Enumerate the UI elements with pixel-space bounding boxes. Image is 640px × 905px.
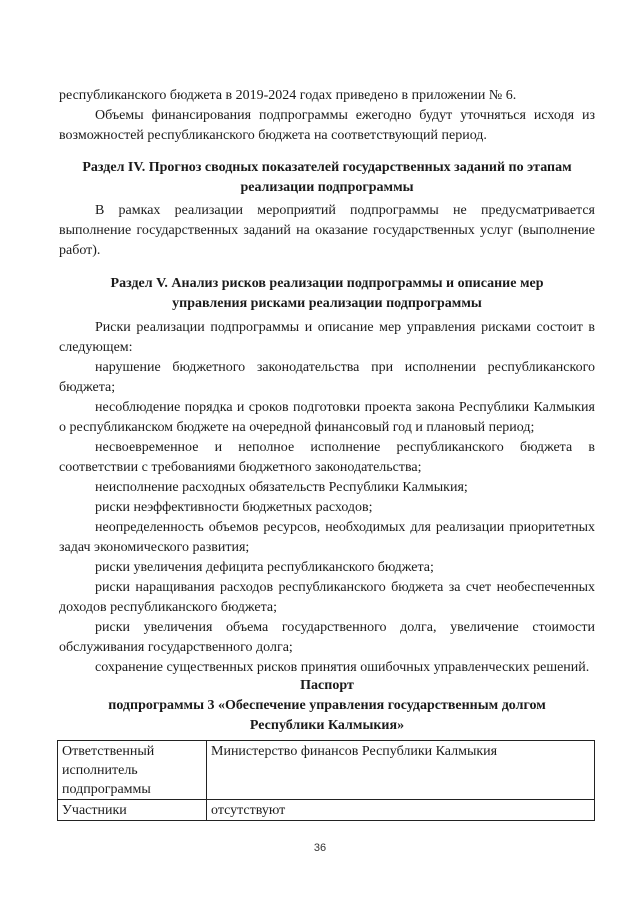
risk-paragraph: несвоевременное и неполное исполнение республиканского бюджета в соответствии с требованиями бюджетного законодательства; xyxy=(59,440,595,475)
section-5-heading-line-2: управления рисками реализации подпрограммы xyxy=(172,296,482,311)
section-5-heading xyxy=(59,274,595,314)
risk-paragraph: риски наращивания расходов республиканского бюджета за счет необеспеченных доходов республиканского бюджета; xyxy=(59,580,595,615)
passport-table xyxy=(57,740,595,821)
passport-title-line-2: подпрограммы 3 «Обеспечение управления государственным долгом xyxy=(108,698,546,713)
section-4-text: В рамках реализации мероприятий подпрограммы не предусматривается выполнение государственных заданий на оказание государственных услуг (выполнение работ). xyxy=(59,203,595,258)
section-5 xyxy=(59,274,595,678)
page-number: 36 xyxy=(313,842,327,854)
intro-block xyxy=(59,86,595,146)
table-cell-label: Участники xyxy=(58,800,207,821)
risk-paragraph: несоблюдение порядка и сроков подготовки проекта закона Республики Калмыкия о республиканском бюджете на очередной финансовый год и плановый период; xyxy=(59,400,595,435)
risk-paragraph: Риски реализации подпрограммы и описание мер управления рисками состоит в следующем: xyxy=(59,320,595,355)
risk-paragraph: неопределенность объемов ресурсов, необходимых для реализации приоритетных задач экономического развития; xyxy=(59,520,595,555)
section-5-heading-line-1: Раздел V. Анализ рисков реализации подпрограммы и описание мер xyxy=(110,276,544,291)
passport-title xyxy=(59,676,595,736)
risk-paragraph: риски увеличения объема государственного долга, увеличение стоимости обслуживания государственного долга; xyxy=(59,620,595,655)
table-cell-label: Ответственный исполнитель подпрограммы xyxy=(58,741,207,800)
risk-paragraph: нарушение бюджетного законодательства при исполнении республиканского бюджета; xyxy=(59,360,595,395)
passport-title-line-1: Паспорт xyxy=(300,678,354,693)
section-4-heading-line-2: реализации подпрограммы xyxy=(240,180,414,195)
risk-paragraph: риски увеличения дефицита республиканского бюджета; xyxy=(95,560,434,575)
risk-paragraph: риски неэффективности бюджетных расходов; xyxy=(95,500,373,515)
intro-paragraph: Объемы финансирования подпрограммы ежегодно будут уточняться исходя из возможностей республиканского бюджета на соответствующий период. xyxy=(59,108,595,143)
table-cell-value: отсутствуют xyxy=(207,800,595,821)
table-row xyxy=(58,800,595,821)
passport-title-line-3: Республики Калмыкия» xyxy=(249,718,405,733)
table-row xyxy=(58,741,595,800)
risk-paragraph: сохранение существенных рисков принятия ошибочных управленческих решений. xyxy=(95,660,590,675)
intro-line: республиканского бюджета в 2019-2024 годах приведено в приложении № 6. xyxy=(59,88,517,103)
section-4-heading xyxy=(59,158,595,198)
risk-paragraph: неисполнение расходных обязательств Республики Калмыкия; xyxy=(95,480,468,495)
section-4 xyxy=(59,158,595,261)
table-cell-value: Министерство финансов Республики Калмыкия xyxy=(207,741,595,800)
section-4-heading-line-1: Раздел IV. Прогноз сводных показателей государственных заданий по этапам xyxy=(82,160,572,175)
